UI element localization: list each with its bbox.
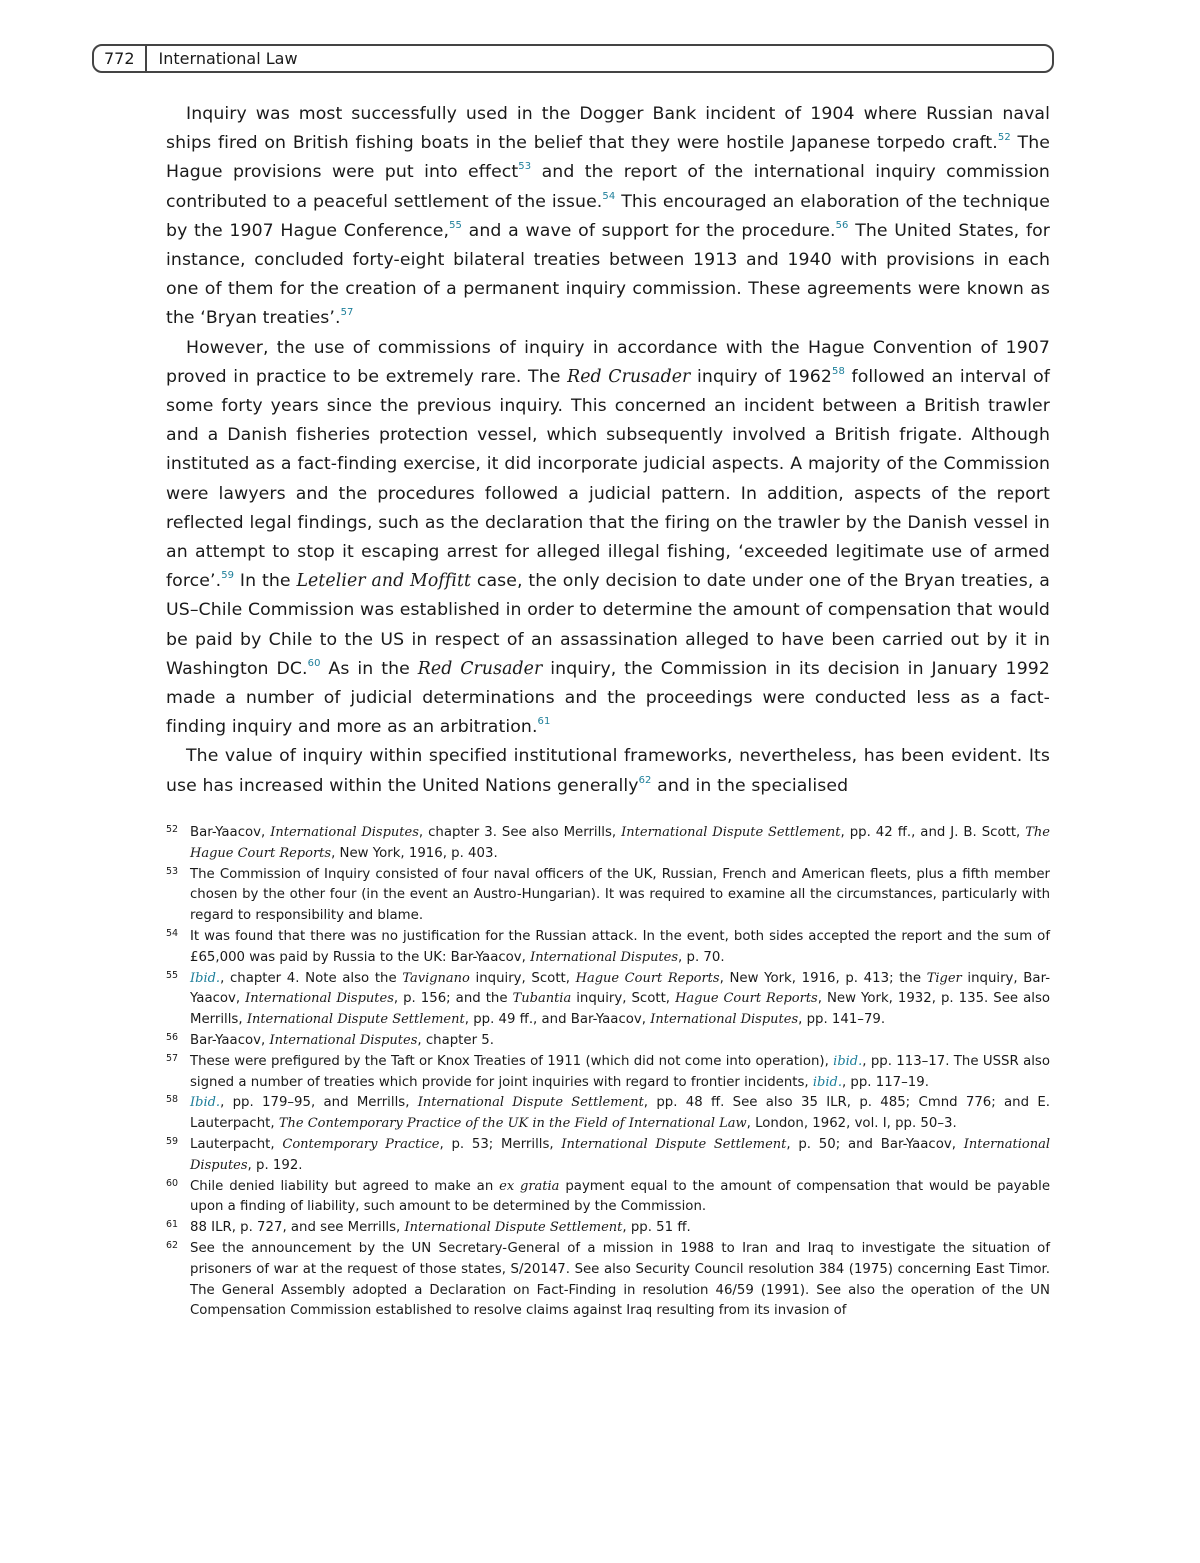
- text: inquiry, the Commission in its decision in January 1992 made a number of judicial determinations and the proceedings were conducted less as a fact-finding inquiry and more as an arbitration.: [166, 658, 1050, 738]
- text: , chapter 5.: [417, 1032, 494, 1048]
- ibid-link[interactable]: Ibid.: [190, 970, 221, 986]
- text: However, the use of commissions of inquiry in accordance with the Hague Convention of 1907 proved in practice to be extremely rare. The: [166, 337, 1050, 387]
- text: 88 ILR, p. 727, and see Merrills,: [190, 1220, 405, 1236]
- footnote-56: [166, 1031, 1050, 1052]
- title: International Disputes: [650, 1012, 799, 1028]
- title: International Dispute Settlement: [246, 1012, 465, 1028]
- text: , pp. 49 ff., and Bar-Yaacov,: [464, 1012, 651, 1028]
- text: Bar-Yaacov,: [190, 825, 271, 840]
- paragraph-2: [166, 334, 1050, 743]
- title: Tiger: [926, 970, 962, 986]
- title: Tubantia: [512, 991, 572, 1007]
- page-number: 772: [94, 46, 147, 71]
- text: , New York, 1932, p. 135. See also Merrills,: [190, 991, 1051, 1028]
- footnote-ref[interactable]: 53: [518, 161, 532, 173]
- text: The Commission of Inquiry consisted of four naval officers of the UK, Russian, French and American fleets, plus a fifth member chosen by the other four (in the event an Austro-Hungarian). It was required to examine all the circumstances, particularly with regard to responsibility and blame.: [190, 866, 1050, 924]
- footnote-ref[interactable]: 58: [831, 365, 845, 377]
- text: case, the only decision to date under one of the Bryan treaties, a US–Chile Commission was established in order to determine the amount of compensation that would be paid by Chile to the US in respect of an assassination alleged to have been carried out by it in Washington DC.: [166, 571, 1050, 679]
- footnote-58: [166, 1093, 1050, 1135]
- title: The Hague Court Reports: [190, 825, 1050, 861]
- ibid-link[interactable]: Ibid.: [190, 1095, 221, 1111]
- text: , London, 1962, vol. I, pp. 50–3.: [746, 1116, 957, 1132]
- title: International Disputes: [190, 1136, 1050, 1173]
- text: , chapter 4. Note also the: [220, 970, 403, 986]
- main-text: [166, 100, 1050, 801]
- title: Hague Court Reports: [675, 991, 818, 1007]
- text: , pp. 51 ff.: [622, 1220, 691, 1236]
- text: , pp. 117–19.: [841, 1074, 929, 1090]
- text: These were prefigured by the Taft or Knox Treaties of 1911 (which did not come into operation),: [190, 1053, 834, 1069]
- footnote-number: 59: [166, 1135, 179, 1147]
- footnote-ref[interactable]: 52: [997, 132, 1011, 144]
- text: , pp. 48 ff. See also 35 ILR, p. 485; Cmnd 776; and E. Lauterpacht,: [190, 1095, 1050, 1132]
- text: Inquiry was most successfully used in the Dogger Bank incident of 1904 where Russian naval ships fired on British fishing boats in the belief that they were hostile Japanese torpedo craft.: [166, 104, 1050, 154]
- footnote-ref[interactable]: 62: [638, 774, 652, 786]
- footnote-60: [166, 1177, 1050, 1219]
- text: Lauterpacht,: [190, 1136, 283, 1152]
- text: , chapter 3. See also Merrills,: [418, 825, 622, 840]
- text: and the report of the international inquiry commission contributed to a peaceful settlement of the issue.: [166, 162, 1050, 212]
- footnote-ref[interactable]: 59: [221, 570, 235, 582]
- text: , p. 50; and Bar-Yaacov,: [786, 1136, 964, 1152]
- title: International Dispute Settlement: [621, 825, 841, 840]
- title: Hague Court Reports: [575, 970, 720, 986]
- footnote-ref[interactable]: 55: [449, 219, 463, 231]
- text: See the announcement by the UN Secretary-General of a mission in 1988 to Iran and Iraq to investigate the situation of prisoners of war at the request of those states, S/20147. See also Security Council resolution 384 (1975) concerning East Timor. The General Assembly adopted a Declaration on Fact-Finding in resolution 46/59 (1991). See also the operation of the UN Compensation Commission established to resolve claims against Iraq resulting from its invasion of: [190, 1240, 1050, 1319]
- text: , pp. 179–95, and Merrills,: [220, 1095, 418, 1111]
- title: International Disputes: [530, 949, 679, 965]
- text: , p. 156; and the: [393, 991, 513, 1007]
- title: International Disputes: [245, 991, 394, 1007]
- footnote-number: 52: [166, 824, 179, 835]
- text: Chile denied liability but agreed to make an: [190, 1178, 500, 1194]
- running-header: [92, 44, 1054, 73]
- case-name: Red Crusader: [567, 366, 691, 387]
- text: The value of inquiry within specified institutional frameworks, nevertheless, has been evident. Its use has increased within the United Nations generally: [166, 746, 1050, 796]
- footnote-number: 57: [166, 1052, 179, 1064]
- text: , pp. 141–79.: [798, 1012, 886, 1028]
- text: inquiry, Bar-Yaacov,: [190, 970, 1050, 1007]
- footnote-ref[interactable]: 61: [537, 716, 551, 728]
- footnote-62: [166, 1239, 1050, 1322]
- ibid-link[interactable]: ibid.: [812, 1074, 842, 1090]
- title: International Dispute Settlement: [561, 1136, 787, 1152]
- running-title: International Law: [158, 49, 298, 68]
- text: Bar-Yaacov,: [190, 1032, 270, 1048]
- footnote-number: 61: [166, 1219, 179, 1231]
- footnote-number: 54: [166, 927, 179, 939]
- case-name: Red Crusader: [417, 658, 543, 679]
- footnote-59: [166, 1135, 1050, 1177]
- title: The Contemporary Practice of the UK in the Field of International Law: [278, 1116, 747, 1132]
- footnote-ref[interactable]: 60: [307, 657, 321, 669]
- paragraph-3: [166, 742, 1050, 800]
- footnote-53: [166, 865, 1050, 927]
- text: inquiry, Scott,: [571, 991, 676, 1007]
- footnote-number: 62: [166, 1239, 179, 1251]
- footnotes: [166, 823, 1050, 1322]
- footnote-54: [166, 927, 1050, 969]
- text: , pp. 113–17. The USSR also signed a number of treaties which provide for joint inquiries with regard to frontier incidents,: [190, 1053, 1050, 1090]
- footnote-number: 58: [166, 1094, 179, 1106]
- footnote-ref[interactable]: 54: [602, 190, 616, 202]
- title: International Dispute Settlement: [417, 1095, 644, 1111]
- case-name: Letelier and Moffitt: [296, 571, 472, 592]
- title: International Disputes: [270, 825, 419, 840]
- footnote-number: 53: [166, 865, 179, 877]
- text: It was found that there was no justification for the Russian attack. In the event, both sides accepted the report and the sum of £65,000 was paid by Russia to the UK: Bar-Yaacov,: [190, 928, 1050, 965]
- footnote-55: [166, 969, 1050, 1031]
- text: This encouraged an elaboration of the technique by the 1907 Hague Conference,: [166, 191, 1050, 241]
- text: , New York, 1916, p. 413; the: [719, 970, 927, 986]
- text: payment equal to the amount of compensation that would be payable upon a finding of liability, such amount to be determined by the Commission.: [190, 1178, 1050, 1215]
- text: , New York, 1916, p. 403.: [331, 845, 498, 861]
- footnote-ref[interactable]: 57: [340, 307, 354, 319]
- footnote-number: 56: [166, 1031, 179, 1043]
- text: In the: [234, 571, 297, 592]
- text: , p. 53; Merrills,: [439, 1136, 562, 1152]
- text: , p. 70.: [678, 949, 725, 965]
- footnote-57: [166, 1052, 1050, 1094]
- footnote-61: [166, 1218, 1050, 1239]
- title: Tavignano: [402, 970, 470, 986]
- text: , pp. 42 ff., and J. B. Scott,: [840, 825, 1026, 840]
- latin-term: ex gratia: [499, 1178, 560, 1194]
- text: As in the: [320, 658, 418, 679]
- title: International Dispute Settlement: [404, 1220, 623, 1236]
- paragraph-1: [166, 100, 1050, 334]
- text: and in the specialised: [651, 775, 849, 796]
- text: followed an interval of some forty years since the previous inquiry. This concerned an incident between a British trawler and a Danish fisheries protection vessel, which subsequently involved a British frigate. Although instituted as a fact-finding exercise, it did incorporate judicial aspects. A majority of the Commission were lawyers and the procedures followed a judicial pattern. In addition, aspects of the report reflected legal findings, such as the declaration that the firing on the trawler by the Danish vessel in an attempt to stop it escaping arrest for alleged illegal fishing, ‘exceeded legitimate use of armed force’.: [166, 366, 1050, 592]
- text: and a wave of support for the procedure.: [462, 220, 836, 241]
- footnote-number: 55: [166, 969, 179, 981]
- ibid-link[interactable]: ibid.: [833, 1053, 863, 1069]
- title: International Disputes: [269, 1032, 418, 1048]
- footnote-ref[interactable]: 56: [835, 219, 849, 231]
- title: Contemporary Practice: [282, 1136, 440, 1152]
- footnote-52: [166, 823, 1050, 865]
- text: The United States, for instance, concluded forty-eight bilateral treaties between 1913 and 1940 with provisions in each one of them for the creation of a permanent inquiry commission. These agreements were known as the ‘Bryan treaties’.: [166, 220, 1050, 329]
- footnote-number: 60: [166, 1177, 179, 1189]
- text: The Hague provisions were put into effect: [166, 133, 1050, 183]
- text: , p. 192.: [247, 1157, 303, 1173]
- text: inquiry of 1962: [690, 366, 832, 387]
- text: inquiry, Scott,: [469, 970, 576, 986]
